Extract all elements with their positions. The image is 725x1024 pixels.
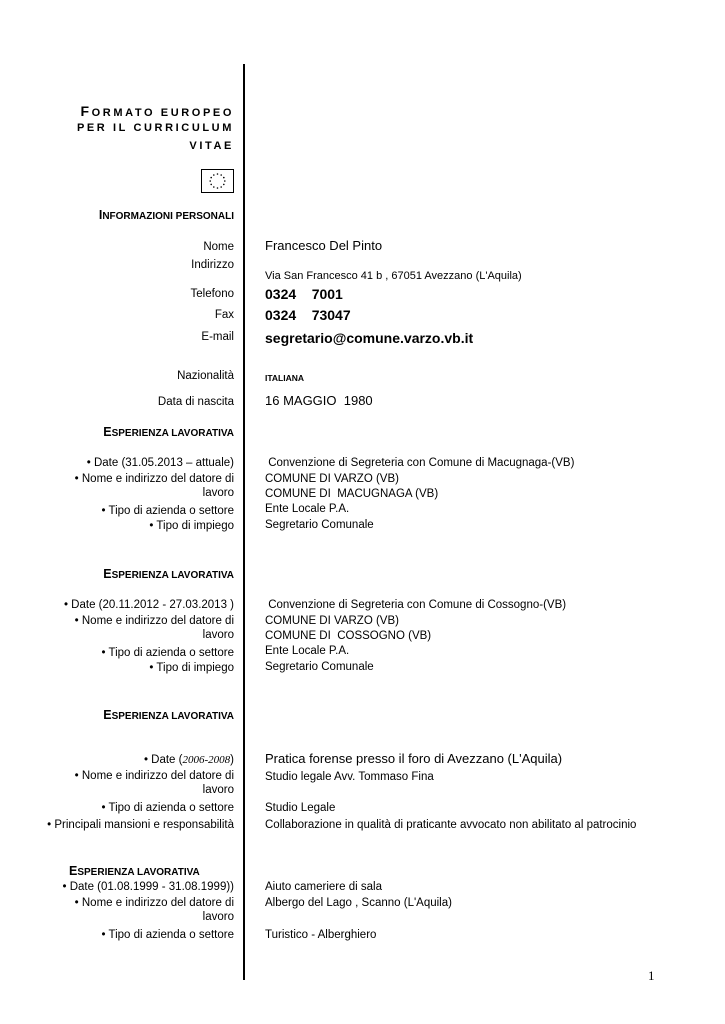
value-date: Aiuto cameriere di sala xyxy=(265,881,382,893)
value-nome: Francesco Del Pinto xyxy=(265,238,383,253)
value-email: segretario@comune.varzo.vb.it xyxy=(265,330,474,346)
value-indirizzo: Via San Francesco 41 b , 67051 Avezzano (L'Aquila) xyxy=(265,270,522,282)
label-date: • Date (20.11.2012 - 27.03.2013 ) xyxy=(63,599,234,611)
label-job-type: • Tipo di impiego xyxy=(149,520,234,532)
value-data-nascita: 16 MAGGIO 1980 xyxy=(265,393,373,408)
label-date: • Date (2006-2008) xyxy=(143,754,234,766)
label-employer: • Nome e indirizzo del datore di xyxy=(74,897,234,909)
section-heading-personal: INFORMAZIONI PERSONALI xyxy=(98,208,234,222)
label-employer-cont: lavoro xyxy=(202,784,234,796)
value-sector: Studio Legale xyxy=(265,802,336,814)
label-date: • Date (01.08.1999 - 31.08.1999)) xyxy=(62,881,234,893)
section-heading-experience: ESPERIENZA LAVORATIVA xyxy=(69,864,200,878)
label-employer: • Nome e indirizzo del datore di xyxy=(74,473,234,485)
label-job-type: • Tipo di impiego xyxy=(149,662,234,674)
label-sector: • Tipo di azienda o settore xyxy=(101,647,234,659)
value-employer-2: COMUNE DI COSSOGNO (VB) xyxy=(265,630,432,642)
label-telefono: Telefono xyxy=(190,288,234,300)
section-heading-experience: ESPERIENZA LAVORATIVA xyxy=(103,708,234,722)
value-fax: 0324 73047 xyxy=(265,307,351,323)
value-telefono: 0324 7001 xyxy=(265,286,343,302)
value-employer: COMUNE DI VARZO (VB) xyxy=(265,473,399,485)
label-employer-cont: lavoro xyxy=(202,487,234,499)
label-nome: Nome xyxy=(203,241,234,253)
value-sector: Turistico - Alberghiero xyxy=(265,929,377,941)
eu-flag-icon xyxy=(201,169,234,193)
label-employer-cont: lavoro xyxy=(202,911,234,923)
cv-title-line-2: PER IL CURRICULUM xyxy=(76,122,234,134)
label-sector: • Tipo di azienda o settore xyxy=(101,802,234,814)
label-nazionalita: Nazionalità xyxy=(177,370,234,382)
value-date: Convenzione di Segreteria con Comune di Cossogno-(VB) xyxy=(265,599,567,611)
label-data-nascita: Data di nascita xyxy=(157,396,234,408)
value-employer: Studio legale Avv. Tommaso Fina xyxy=(265,771,434,783)
label-employer-cont: lavoro xyxy=(202,629,234,641)
column-divider xyxy=(243,64,245,980)
value-nazionalita: ITALIANA xyxy=(265,373,305,383)
section-heading-experience: ESPERIENZA LAVORATIVA xyxy=(103,567,234,581)
value-date: Convenzione di Segreteria con Comune di Macugnaga-(VB) xyxy=(265,457,575,469)
value-employer-2: COMUNE DI MACUGNAGA (VB) xyxy=(265,488,439,500)
label-sector: • Tipo di azienda o settore xyxy=(101,929,234,941)
label-indirizzo: Indirizzo xyxy=(191,259,234,271)
label-sector: • Tipo di azienda o settore xyxy=(101,505,234,517)
value-sector: Ente Locale P.A. xyxy=(265,503,350,515)
label-duties: • Principali mansioni e responsabilità xyxy=(47,819,234,831)
cv-title-line-1: FORMATO EUROPEO xyxy=(80,103,234,119)
label-date: • Date (31.05.2013 – attuale) xyxy=(86,457,234,469)
cv-title-line-3: VITAE xyxy=(189,140,234,152)
label-fax: Fax xyxy=(214,309,234,321)
value-job-type: Segretario Comunale xyxy=(265,661,374,673)
value-date: Pratica forense presso il foro di Avezzano (L'Aquila) xyxy=(265,751,563,766)
value-employer: Albergo del Lago , Scanno (L'Aquila) xyxy=(265,897,452,909)
section-heading-experience: ESPERIENZA LAVORATIVA xyxy=(103,425,234,439)
value-job-type: Segretario Comunale xyxy=(265,519,374,531)
label-email: E-mail xyxy=(201,331,234,343)
label-employer: • Nome e indirizzo del datore di xyxy=(74,615,234,627)
value-duties: Collaborazione in qualità di praticante avvocato non abilitato al patrocinio xyxy=(265,819,637,831)
value-employer: COMUNE DI VARZO (VB) xyxy=(265,615,399,627)
label-employer: • Nome e indirizzo del datore di xyxy=(74,770,234,782)
value-sector: Ente Locale P.A. xyxy=(265,645,350,657)
page-number: 1 xyxy=(648,968,655,983)
